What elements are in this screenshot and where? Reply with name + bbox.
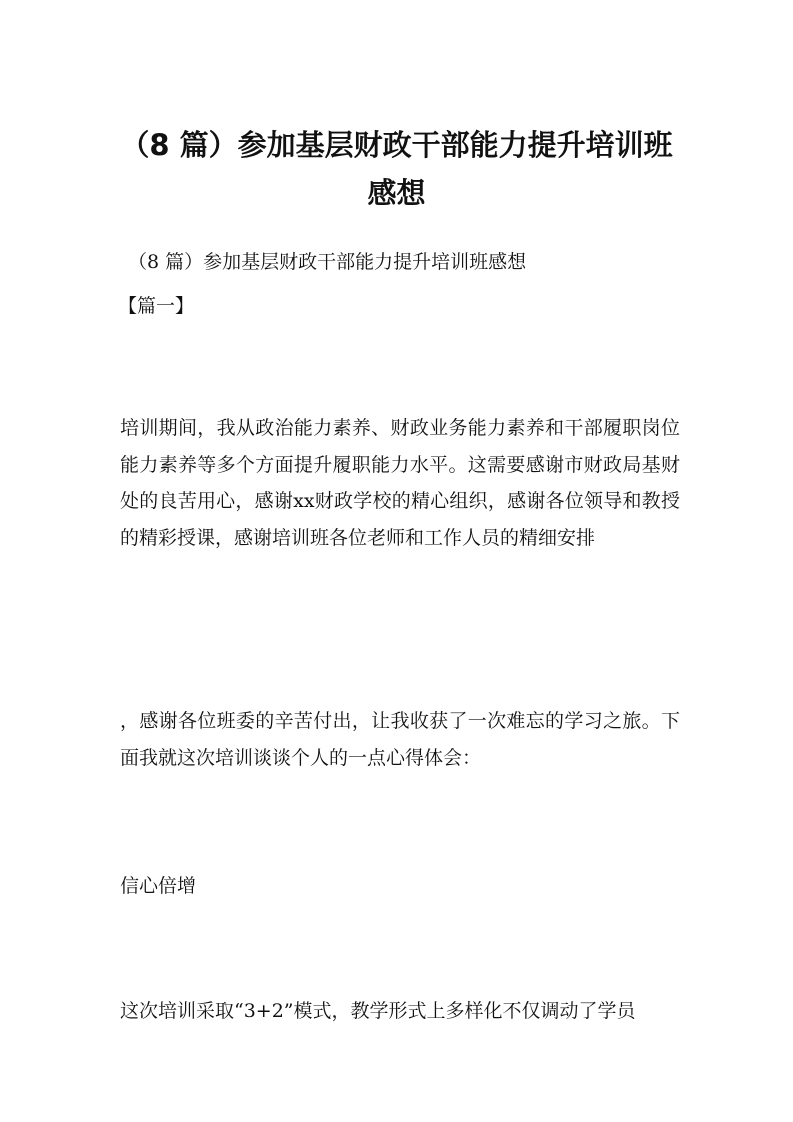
document-title: [100, 121, 693, 217]
title-line-1: （8 篇）参加基层财政干部能力提升培训班: [120, 128, 673, 162]
paragraph-3: 这次培训采取“3+2”模式，教学形式上多样化不仅调动了学员: [120, 1000, 636, 1022]
section-heading: 信心倍增: [120, 875, 197, 897]
document-subtitle: （8 篇）参加基层财政干部能力提升培训班感想: [128, 251, 527, 273]
paragraph-1: 培训期间，我从政治能力素养、财政业务能力素养和干部履职岗位能力素养等多个方面提升履职能力水平。这需要感谢市财政局基财处的良苦用心，感谢xx财政学校的精心组织，感谢各位领导和教授的精彩授课，感谢培训班各位老师和工作人员的精细安排: [120, 417, 680, 549]
title-line-2: 感想: [367, 176, 426, 210]
paragraph-2: ，感谢各位班委的辛苦付出，让我收获了一次难忘的学习之旅。下面我就这次培训谈谈个人的一点心得体会：: [120, 710, 680, 769]
section-label: 【篇一】: [118, 295, 195, 317]
